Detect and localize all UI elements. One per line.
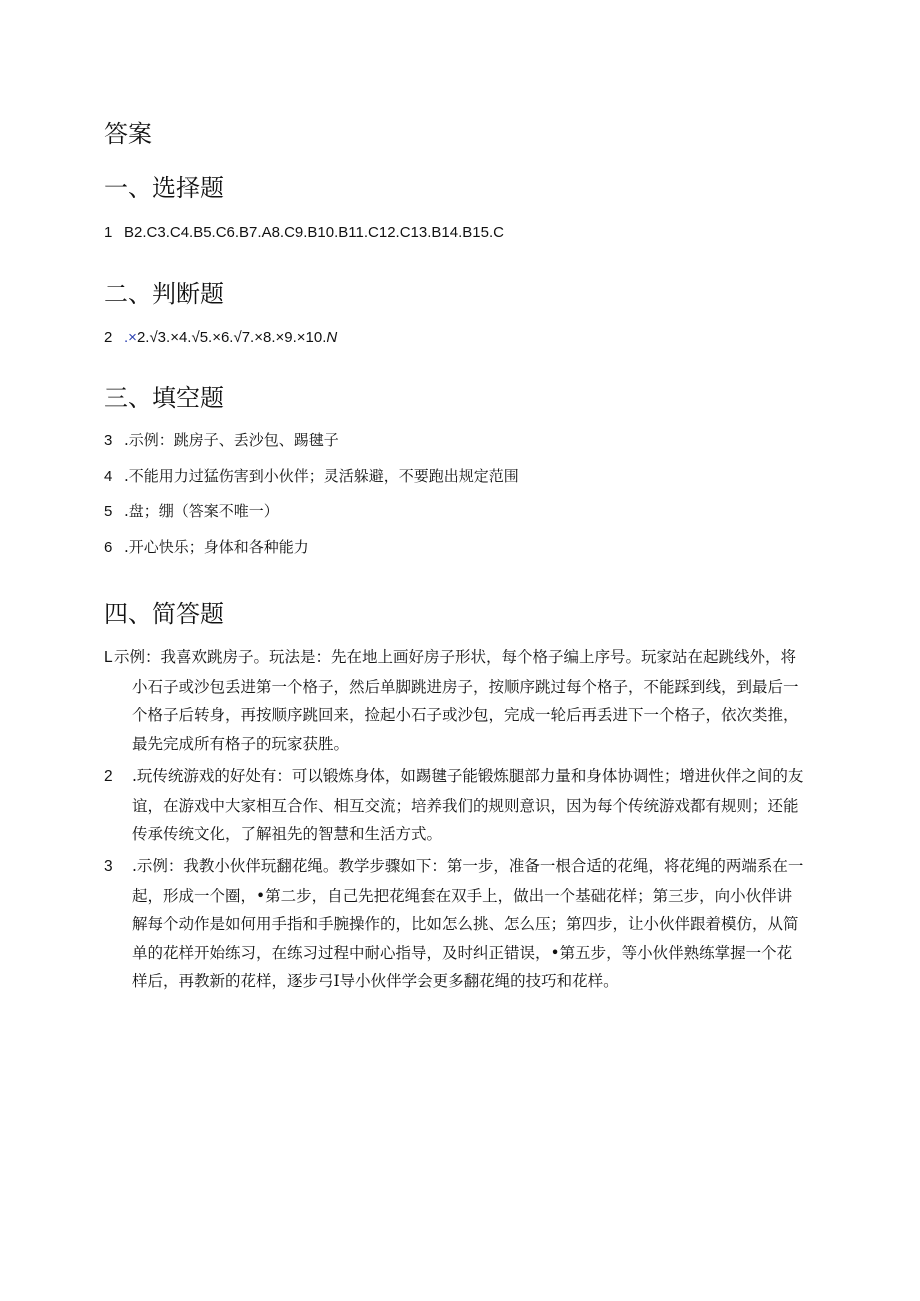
item-number: 4 <box>104 468 113 485</box>
judge-answers-line <box>104 327 337 349</box>
item-number: 1 <box>104 224 113 241</box>
short-answer-item <box>104 643 804 758</box>
section-heading-judge: 二、判断题 <box>104 280 224 308</box>
item-number: 3 <box>104 858 113 875</box>
short-answer-item <box>104 852 804 996</box>
judge-last-answer: N <box>326 329 338 346</box>
judge-first-answer: .× <box>124 329 137 346</box>
choice-answers-line <box>104 222 504 244</box>
item-number: 2 <box>104 768 113 785</box>
item-number: 3 <box>104 432 113 449</box>
section-heading-choice: 一、选择题 <box>104 174 224 202</box>
fill-item-text: .不能用力过猛伤害到小伙伴；灵活躲避，不要跑出规定范围 <box>124 467 519 485</box>
page-title: 答案 <box>104 120 152 148</box>
short-answer-text: 示例：我喜欢跳房子。玩法是：先在地上画好房子形状，每个格子编上序号。玩家站在起跳线外，将小石子或沙包丢进第一个格子，然后单脚跳进房子，按顺序跳过每个格子，不能踩到线，到最后一个格子后转身，再按顺序跳回来，捡起小石子或沙包，完成一轮后再丢进下一个格子，依次类推，最先完成所有格子的玩家获胜。 <box>114 648 799 753</box>
fill-item-text: .盘；绷（答案不唯一） <box>124 502 279 520</box>
section-heading-short: 四、简答题 <box>104 600 224 628</box>
fill-item-text: .示例：跳房子、丢沙包、踢毽子 <box>124 431 339 449</box>
section-heading-fill: 三、填空题 <box>104 384 224 412</box>
short-answer-item <box>104 762 804 849</box>
choice-answers: B2.C3.C4.B5.C6.B7.A8.C9.B10.B11.C12.C13.B14.B15.C <box>124 224 504 241</box>
item-number: L <box>104 649 113 666</box>
fill-item <box>104 465 519 488</box>
fill-item-text: .开心快乐；身体和各种能力 <box>124 538 309 556</box>
fill-item <box>104 536 309 559</box>
item-number: 6 <box>104 539 113 556</box>
judge-answers: 2.√3.×4.√5.×6.√7.×8.×9.×10. <box>136 329 327 346</box>
fill-item <box>104 500 279 523</box>
short-answer-text: .玩传统游戏的好处有：可以锻炼身体，如踢毽子能锻炼腿部力量和身体协调性；增进伙伴之间的友谊，在游戏中大家相互合作、相互交流；培养我们的规则意识，因为每个传统游戏都有规则；还能传承传统文化，了解祖先的智慧和生活方式。 <box>132 767 804 843</box>
short-answer-text: .示例：我教小伙伴玩翻花绳。教学步骤如下：第一步，准备一根合适的花绳，将花绳的两端系在一起，形成一个圈，•第二步，自己先把花绳套在双手上，做出一个基础花样；第三步，向小伙伴讲解每个动作是如何用手指和手腕操作的，比如怎么挑、怎么压；第四步，让小伙伴跟着模仿，从简单的花样开始练习，在练习过程中耐心指导，及时纠正错误，•第五步，等小伙伴熟练掌握一个花样后，再教新的花样，逐步弓I导小伙伴学会更多翻花绳的技巧和花样。 <box>132 857 804 990</box>
item-number: 2 <box>104 329 113 346</box>
fill-item <box>104 429 339 452</box>
item-number: 5 <box>104 503 113 520</box>
